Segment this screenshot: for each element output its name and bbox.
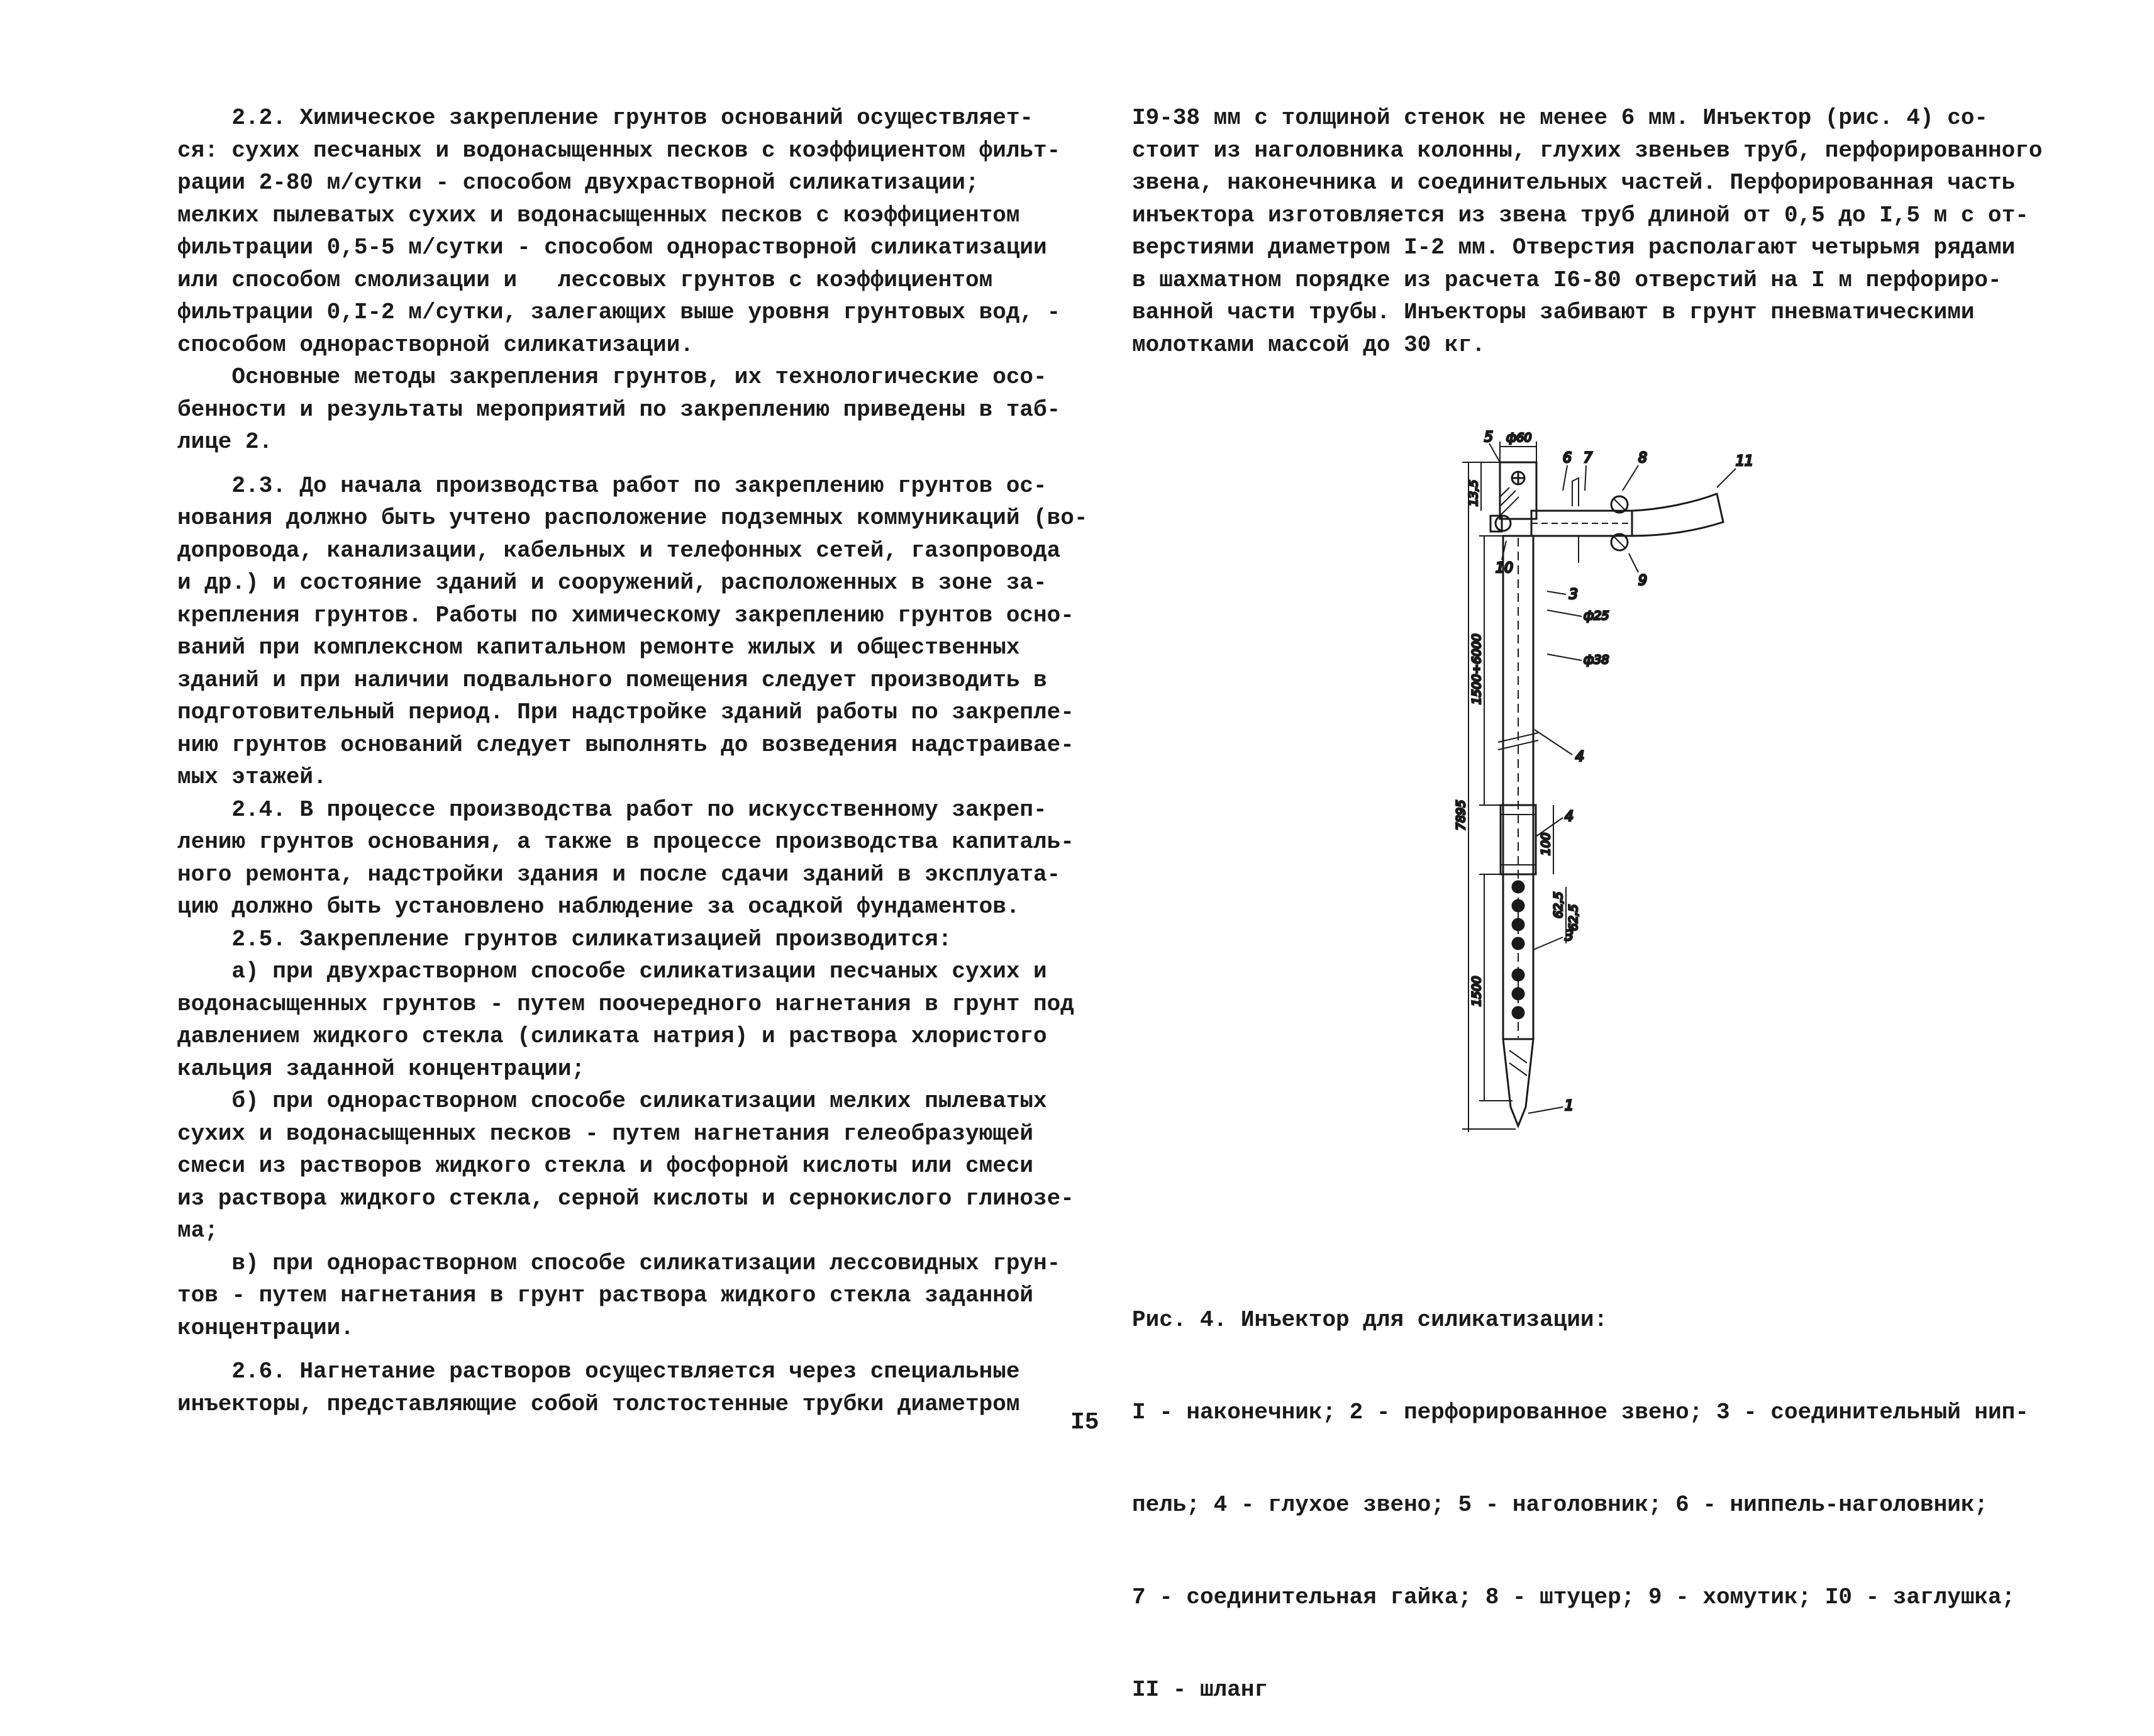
perforation-hole: [1513, 969, 1524, 981]
text-line: нию грунтов оснований следует выполнять до возведения надстраивае-: [177, 732, 1074, 758]
text-line: звена, наконечника и соединительных частей. Перфорированная часть: [1132, 170, 2016, 196]
text-line: концентрации.: [177, 1315, 354, 1341]
text-line: ного ремонта, надстройки здания и после сдачи зданий в эксплуата-: [177, 861, 1061, 887]
text-line: в) при однорастворном способе силикатизации лессовидных грун-: [177, 1250, 1061, 1276]
perforation-hole: [1513, 881, 1524, 893]
text-line: ся: сухих песчаных и водонасыщенных песков с коэффициентом фильт-: [177, 137, 1061, 164]
text-line: цию должно быть установлено наблюдение за осадкой фундаментов.: [177, 894, 1020, 920]
callout-8: 8: [1638, 450, 1647, 466]
perforation-hole: [1513, 1007, 1524, 1018]
text-line: смеси из растворов жидкого стекла и фосфорной кислоты или смеси: [177, 1153, 1034, 1179]
text-line: фильтрации 0,5-5 м/сутки - способом однорастворной силикатизации: [177, 235, 1047, 260]
text-line: а) при двухрастворном способе силикатизации песчаных сухих и: [177, 959, 1047, 984]
dim-len-total: 7895: [1454, 799, 1468, 830]
text-line: в шахматном порядке из расчета I6-80 отверстий на I м перфориро-: [1132, 267, 2002, 293]
caption-line: I - наконечник; 2 - перфорированное звено; 3 - соединительный нип-: [1132, 1399, 2029, 1425]
dim-len-main: 1500÷6000: [1470, 633, 1484, 704]
text-line: фильтрации 0,I-2 м/сутки, залегающих выше уровня грунтовых вод, -: [177, 299, 1061, 325]
text-line: инъектора изготовляется из звена труб длиной от 0,5 до I,5 м с от-: [1132, 202, 2029, 228]
callout-5: 5: [1484, 430, 1493, 445]
text-line: сухих и водонасыщенных песков - путем нагнетания гелеобразующей: [177, 1120, 1034, 1147]
callout-4: 4: [1575, 749, 1584, 765]
figure-caption: [1132, 1243, 2029, 1736]
text-line: верстиями диаметром I-2 мм. Отверстия располагают четырьмя рядами: [1132, 235, 2016, 260]
paragraph-gap: [177, 459, 1087, 470]
text-line: нования должно быть учтено расположение подземных коммуникаций (во-: [177, 505, 1088, 531]
caption-line: II - шланг: [1132, 1677, 1269, 1703]
text-line: способом однорастворной силикатизации.: [177, 331, 694, 358]
perforation-hole: [1513, 900, 1524, 911]
text-line: 2.3. До начала производства работ по закреплению грунтов ос-: [177, 472, 1047, 499]
text-line: из раствора жидкого стекла, серной кислоты и сернокислого глинозе-: [177, 1185, 1074, 1211]
callout-6: 6: [1563, 450, 1572, 466]
caption-line: пель; 4 - глухое звено; 5 - наголовник; 6 - ниппель-наголовник;: [1132, 1492, 1989, 1518]
dim-13-5: 13,5: [1467, 479, 1480, 506]
callout-1: 1: [1565, 1098, 1574, 1114]
text-line: и др.) и состояние зданий и сооружений, расположенных в зоне за-: [177, 570, 1047, 596]
text-line: бенности и результаты мероприятий по закреплению приведены в таб-: [177, 396, 1061, 423]
callout-9: 9: [1638, 573, 1647, 589]
text-line: крепления грунтов. Работы по химическому закреплению грунтов осно-: [177, 602, 1074, 628]
callout-11: 11: [1736, 453, 1753, 469]
callout-3-bottom: 4: [1565, 809, 1574, 825]
text-line: I9-38 мм с толщиной стенок не менее 6 мм. Инъектор (рис. 4) со-: [1132, 105, 1989, 131]
text-line: стоит из наголовника колонны, глухих звеньев труб, перфорированного: [1132, 137, 2043, 164]
dim-hole-spacing-2: 62,5: [1567, 904, 1580, 931]
text-line: инъекторы, представляющие собой толстостенные трубки диаметром: [177, 1391, 1020, 1417]
paragraph-gap: [177, 1344, 1087, 1355]
text-line: Основные методы закрепления грунтов, их технологические осо-: [177, 364, 1047, 390]
text-line: допровода, канализации, кабельных и телефонных сетей, газопровода: [177, 537, 1061, 564]
caption-line: 7 - соединительная гайка; 8 - штуцер; 9 - хомутик; I0 - заглушка;: [1132, 1584, 2016, 1610]
left-text-column: [177, 102, 1087, 1420]
text-line: водонасыщенных грунтов - путем поочередного нагнетания в грунт под: [177, 991, 1074, 1017]
text-line: давлением жидкого стекла (силиката натрия) и раствора хлористого: [177, 1023, 1047, 1049]
text-line: мелких пылеватых сухих и водонасыщенных песков с коэффициентом: [177, 202, 1020, 228]
callout-7: 7: [1584, 450, 1592, 466]
text-line: ваний при комплексном капитальном ремонте жилых и общественных: [177, 635, 1020, 660]
text-line: подготовительный период. При надстройке зданий работы по закрепле-: [177, 699, 1074, 725]
perforation-hole: [1513, 919, 1524, 930]
text-line: 2.5. Закрепление грунтов силикатизацией производится:: [177, 926, 952, 952]
text-line: кальция заданной концентрации;: [177, 1055, 586, 1082]
caption-title: Рис. 4. Инъектор для силикатизации:: [1132, 1307, 1608, 1333]
text-line: 2.2. Химическое закрепление грунтов оснований осуществляет-: [177, 105, 1034, 131]
text-line: ма;: [177, 1218, 218, 1244]
callout-3-top: 3: [1569, 587, 1578, 603]
injector-drawing: [1421, 428, 1799, 1195]
perforation-hole: [1513, 988, 1524, 999]
dim-d60: ф60: [1506, 431, 1532, 445]
text-line: рации 2-80 м/сутки - способом двухрастворной силикатизации;: [177, 170, 979, 196]
text-line: 2.6. Нагнетание растворов осуществляется через специальные: [177, 1359, 1020, 1384]
dim-len-nipple: 100: [1539, 832, 1553, 855]
dim-d38: ф38: [1584, 653, 1609, 667]
callout-10: 10: [1496, 560, 1513, 576]
hose: [1632, 494, 1723, 536]
text-line: или способом смолизации и лессовых грунтов с коэффициентом: [177, 267, 993, 293]
injector-figure: [1421, 428, 1799, 1195]
text-line: мых этажей.: [177, 764, 327, 790]
text-line: ванной части трубы. Инъекторы забивают в грунт пневматическими: [1132, 299, 1975, 325]
text-line: молотками массой до 30 кг.: [1132, 331, 1485, 358]
dim-hole-spacing-1: 62,5: [1552, 891, 1565, 918]
page-number: I5: [1070, 1409, 1099, 1436]
perforation-hole: [1513, 938, 1524, 949]
text-line: 2.4. В процессе производства работ по искусственному закреп-: [177, 796, 1047, 823]
text-line: б) при однорастворном способе силикатизации мелких пылеватых: [177, 1088, 1047, 1114]
dim-len-perf: 1500: [1470, 976, 1484, 1006]
right-text-column: [1132, 102, 2042, 361]
text-line: лице 2.: [177, 429, 273, 455]
callout-2: 3: [1565, 928, 1574, 944]
text-line: лению грунтов основания, а также в процессе производства капиталь-: [177, 829, 1074, 855]
dim-d25: ф25: [1584, 609, 1609, 623]
text-line: зданий и при наличии подвального помещения следует производить в: [177, 667, 1047, 693]
text-line: тов - путем нагнетания в грунт раствора жидкого стекла заданной: [177, 1283, 1034, 1308]
